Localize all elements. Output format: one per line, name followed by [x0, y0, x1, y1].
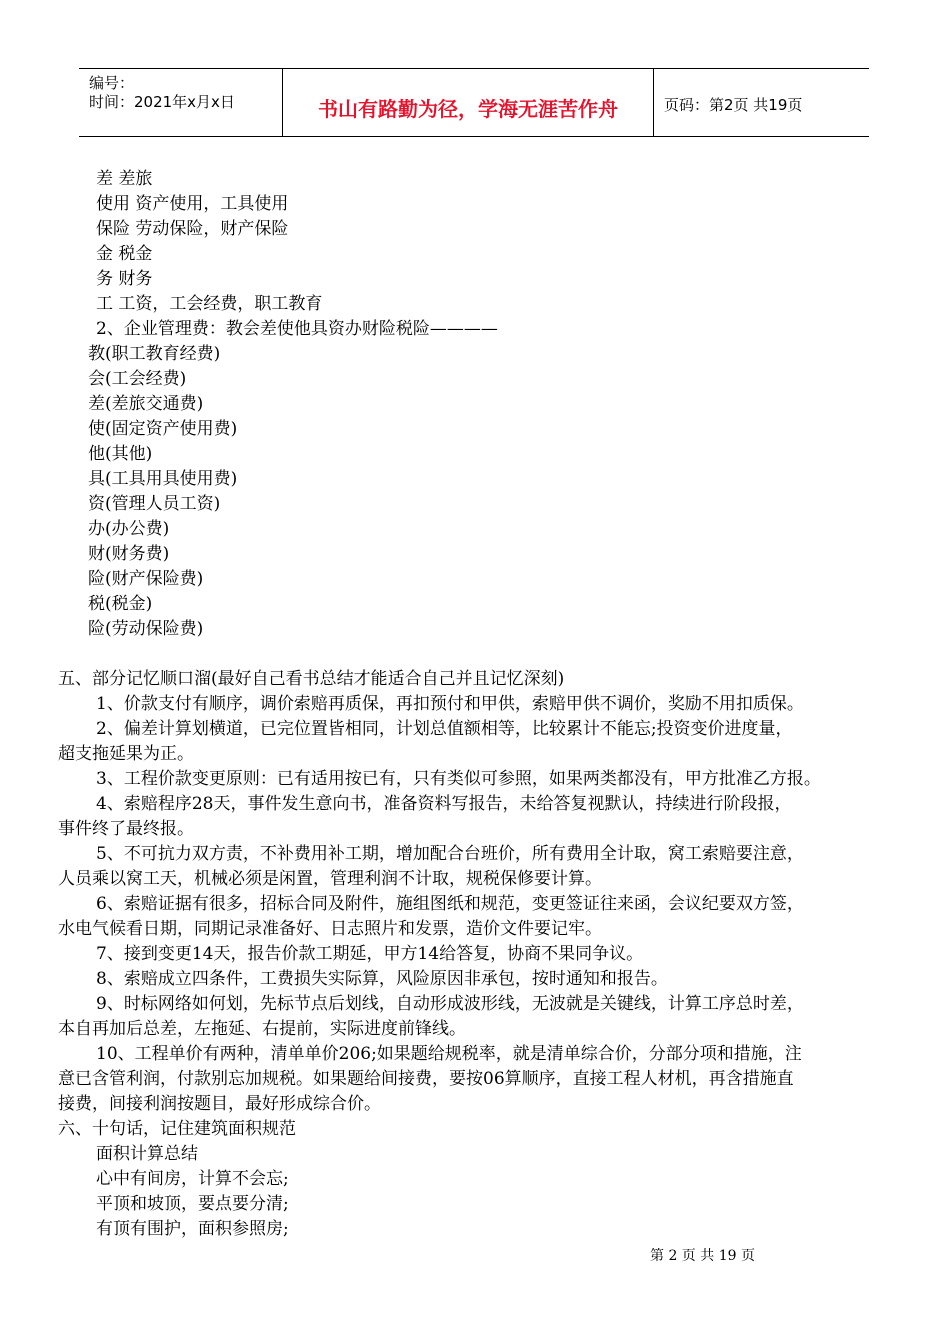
list-item-continuation: 事件终了最终报。: [58, 819, 194, 839]
text-line: 险(劳动保险费): [88, 619, 204, 639]
header-motto: 书山有路勤为径，学海无涯苦作舟: [318, 97, 618, 121]
list-item: 9、时标网络如何划，先标节点后划线，自动形成波形线，无波就是关键线，计算工序总时差，: [96, 994, 804, 1014]
header-page-cell: [654, 69, 869, 136]
list-item: 5、不可抗力双方责，不补费用补工期，增加配合台班价，所有费用全计取，窝工索赔要注意，: [96, 844, 804, 864]
section-heading: 六、十句话，记住建筑面积规范: [58, 1119, 296, 1139]
text-line: 使(固定资产使用费): [88, 419, 238, 439]
doc-date-label: 时间：2021年x月x日: [89, 93, 235, 111]
text-line: 他(其他): [88, 444, 153, 464]
text-line: 平顶和坡顶，要点要分清;: [96, 1194, 289, 1214]
list-item: 3、工程价款变更原则：已有适用按已有，只有类似可参照，如果两类都没有，甲方批准乙方报。: [96, 769, 821, 789]
section-gap: [58, 642, 890, 667]
text-line: 会(工会经费): [88, 369, 187, 389]
text-line: 金 税金: [96, 244, 153, 264]
header-motto-cell: [282, 69, 654, 136]
list-item: 2、偏差计算划横道，已完位置皆相同，计划总值额相等，比较累计不能忘;投资变价进度量，: [96, 719, 793, 739]
doc-number-label: 编号：: [89, 74, 135, 92]
header-page-info: 页码：第2页 共19页: [664, 96, 803, 114]
text-line: 使用 资产使用，工具使用: [96, 194, 289, 214]
document-body: [58, 167, 890, 1242]
text-line: 税(税金): [88, 594, 153, 614]
list-item: 1、价款支付有顺序，调价索赔再质保，再扣预付和甲供，索赔甲供不调价，奖励不用扣质保。: [96, 694, 804, 714]
text-line: 具(工具用具使用费): [88, 469, 238, 489]
text-line: 2、企业管理费：教会差使他具资办财险税险————: [96, 319, 498, 339]
page-footer: 第 2 页 共 19 页: [650, 1248, 755, 1264]
list-item-continuation: 超支拖延果为正。: [58, 744, 194, 764]
header-meta-cell: [79, 69, 282, 136]
list-item-continuation: 接费，间接利润按题目，最好形成综合价。: [58, 1094, 381, 1114]
list-item-continuation: 人员乘以窝工天，机械必须是闲置，管理利润不计取，规税保修要计算。: [58, 869, 602, 889]
text-line: 务 财务: [96, 269, 153, 289]
list-item: 10、工程单价有两种，清单单价206;如果题给规税率，就是清单综合价，分部分项和措施，注: [96, 1044, 802, 1064]
text-line: 有顶有围护，面积参照房;: [96, 1219, 289, 1239]
text-line: 教(职工教育经费): [88, 344, 221, 364]
list-item: 4、索赔程序28天，事件发生意向书，准备资料写报告，未给答复视默认，持续进行阶段报，: [96, 794, 792, 814]
list-item: 7、接到变更14天，报告价款工期延，甲方14给答复，协商不果同争议。: [96, 944, 644, 964]
list-item-continuation: 水电气候看日期，同期记录准备好、日志照片和发票，造价文件要记牢。: [58, 919, 602, 939]
list-item-continuation: 本自再加后总差，左拖延、右提前，实际进度前锋线。: [58, 1019, 466, 1039]
text-line: 办(办公费): [88, 519, 170, 539]
text-line: 面积计算总结: [96, 1144, 198, 1164]
list-item: 8、索赔成立四条件，工费损失实际算，风险原因非承包，按时通知和报告。: [96, 969, 668, 989]
page-header: [79, 68, 869, 137]
text-line: 差 差旅: [96, 169, 153, 189]
text-line: 财(财务费): [88, 544, 170, 564]
section-heading: 五、部分记忆顺口溜(最好自己看书总结才能适合自己并且记忆深刻): [58, 669, 565, 689]
text-line: 保险 劳动保险，财产保险: [96, 219, 289, 239]
list-item: 6、索赔证据有很多，招标合同及附件，施组图纸和规范，变更签证往来函，会议纪要双方签，: [96, 894, 804, 914]
text-line: 工 工资，工会经费，职工教育: [96, 294, 323, 314]
text-line: 心中有间房，计算不会忘;: [96, 1169, 289, 1189]
text-line: 资(管理人员工资): [88, 494, 221, 514]
list-item-continuation: 意已含管利润，付款别忘加规税。如果题给间接费，要按06算顺序，直接工程人材机，再含措施直: [58, 1069, 794, 1089]
text-line: 差(差旅交通费): [88, 394, 204, 414]
text-line: 险(财产保险费): [88, 569, 204, 589]
